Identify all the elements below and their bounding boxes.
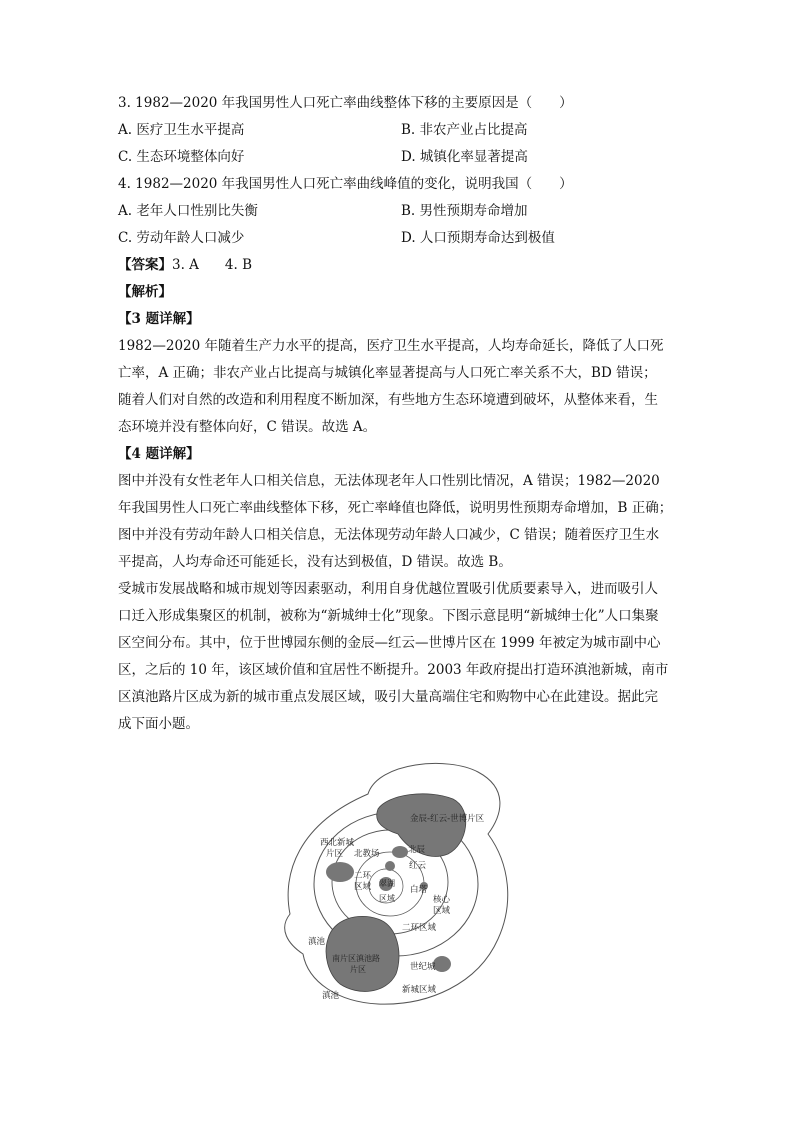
- detail4-line: 年我国男性人口死亡率曲线整体下移，死亡率峰值也降低，说明男性预期寿命增加，B 正确；: [118, 500, 673, 516]
- detail4-line: 平提高，人均寿命还可能延长，没有达到极值，D 错误。故选 B。: [118, 554, 512, 570]
- detail3-line: 亡率，A 正确；非农产业占比提高与城镇化率显著提高与人口死亡率关系不大，BD 错误；: [118, 365, 657, 381]
- document-page: [118, 90, 678, 738]
- label-cuihu-2: 区域: [379, 894, 395, 903]
- q3-options-row-2: [118, 144, 678, 171]
- q4-option-c: C. 劳动年龄人口减少: [118, 230, 245, 246]
- label-xibei: 西北新城: [320, 838, 355, 848]
- label-nanpian-2: 片区: [350, 965, 366, 974]
- answer-line: [118, 252, 678, 279]
- detail3-line: 1982—2020 年随着生产力水平的提高，医疗卫生水平提高，人均寿命延长，降低了人口死: [118, 338, 664, 354]
- xibei-district: [326, 862, 354, 882]
- passage-line: 区滇池路片区成为新的城市重点发展区域，吸引大量高端住宅和购物中心在此建设。据此完: [118, 689, 658, 705]
- hongyun-district: [385, 861, 395, 871]
- passage-line: 区，之后的 10 年，该区域价值和宜居性不断提升。2003 年政府提出打造环滇池新城，南市: [118, 662, 669, 678]
- label-beichen: 北辰: [408, 845, 426, 855]
- detail3-line: 态环境并没有整体向好，C 错误。故选 A。: [118, 419, 377, 435]
- detail3-line: 随着人们对自然的改造和利用程度不断加深，有些地方生态环境遭到破坏，从整体来看，生: [118, 392, 658, 408]
- beichen-district: [392, 846, 408, 858]
- passage-line: 成下面小题。: [118, 716, 199, 732]
- q4-stem: 4. 1982—2020 年我国男性人口死亡率曲线峰值的变化，说明我国（ ）: [118, 176, 573, 192]
- label-core-2: 区域: [433, 906, 451, 916]
- detail4-line: 图中并没有劳动年龄人口相关信息，无法体现劳动年龄人口减少，C 错误；随着医疗卫生水: [118, 527, 660, 543]
- passage-line: 受城市发展战略和城市规划等因素驱动，利用自身优越位置吸引优质要素导入，进而吸引人: [118, 581, 658, 597]
- kunming-map: [278, 754, 518, 1010]
- q4-options-row-1: [118, 198, 678, 225]
- q4-option-d: D. 人口预期寿命达到极值: [401, 230, 555, 246]
- q4-options-row-2: [118, 225, 678, 252]
- analysis-label: 【解析】: [118, 284, 172, 300]
- label-beijiaochang: 北教场: [354, 849, 380, 859]
- label-dianchi-2: 滇池: [322, 991, 340, 1001]
- label-xincheng: 新城区域: [402, 985, 437, 995]
- label-hongyun: 红云: [409, 861, 427, 871]
- q4-option-a: A. 老年人口性别比失衡: [118, 203, 258, 219]
- detail3-label: 【3 题详解】: [118, 311, 200, 327]
- label-core: 核心: [433, 895, 451, 905]
- q3-options-row-1: [118, 117, 678, 144]
- label-erhuan-inner-2: 区域: [354, 882, 372, 892]
- q3-stem: 3. 1982—2020 年我国男性人口死亡率曲线整体下移的主要原因是（ ）: [118, 95, 573, 111]
- label-cuihu: 翠湖: [379, 879, 395, 888]
- label-baita: 白塔: [410, 885, 428, 895]
- answer-3: 3. A: [172, 257, 199, 273]
- kunming-map-figure: [278, 754, 518, 1010]
- q3-option-c: C. 生态环境整体向好: [118, 149, 245, 165]
- answer-label: 【答案】: [118, 257, 172, 273]
- passage-line: 区空间分布。其中，位于世博园东侧的金辰—红云—世博片区在 1999 年被定为城市副中心: [118, 635, 661, 651]
- detail4-label: 【4 题详解】: [118, 446, 200, 462]
- label-nanpian: 南片区滇池路: [332, 954, 380, 963]
- label-dianchi: 滇池: [308, 937, 326, 947]
- label-shijicheng: 世纪城: [410, 962, 436, 972]
- q3-option-b: B. 非农产业占比提高: [401, 122, 528, 138]
- shijicheng-district: [433, 956, 451, 972]
- label-erhuan: 二环区域: [402, 923, 437, 933]
- detail4-line: 图中并没有女性老年人口相关信息，无法体现老年人口性别比情况，A 错误；1982—2020: [118, 473, 660, 489]
- label-xibei-2: 片区: [326, 849, 344, 859]
- q4-option-b: B. 男性预期寿命增加: [401, 203, 528, 219]
- q3-option-d: D. 城镇化率显著提高: [401, 149, 528, 165]
- answer-4: 4. B: [224, 257, 253, 273]
- passage-line: 口迁入形成集聚区的机制，被称为“新城绅士化”现象。下图示意昆明“新城绅士化”人口集聚: [118, 608, 659, 624]
- label-jinchen: 金辰-红云-世博片区: [410, 814, 485, 824]
- label-erhuan-inner: 二环: [354, 871, 372, 881]
- q3-option-a: A. 医疗卫生水平提高: [118, 122, 245, 138]
